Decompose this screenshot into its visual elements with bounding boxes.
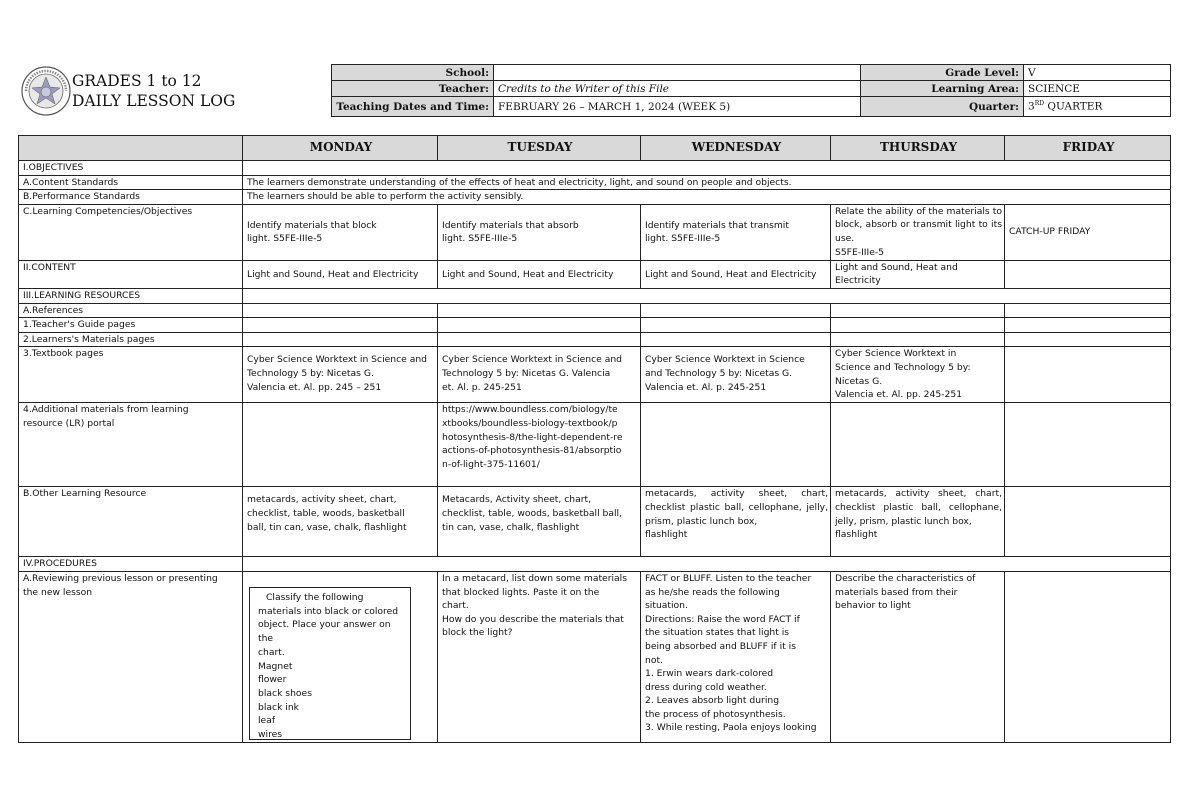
- content-standards-text: The learners demonstrate understanding of the effects of heat and electricity, light, and sound on people and objects.: [243, 175, 1171, 190]
- day-friday: FRIDAY: [1005, 136, 1171, 161]
- references-label: A.References: [19, 303, 243, 318]
- other-resources-monday: metacards, activity sheet, chart, checklist, table, woods, basketball ball, tin can, vase, chalk, flashlight: [243, 487, 438, 557]
- procedures-label: IV.PROCEDURES: [19, 557, 243, 572]
- competencies-tuesday: Identify materials that absorb light. S5FE-IIIe-5: [438, 204, 641, 260]
- content-monday: Light and Sound, Heat and Electricity: [243, 260, 438, 288]
- other-resources-label: B.Other Learning Resource: [19, 487, 243, 557]
- deped-seal-icon: [20, 65, 72, 117]
- reviewing-wednesday: FACT or BLUFF. Listen to the teacher as he/she reads the following situation. Directions: Raise the word FACT if the situation states that light is being absorbed and BLUFF if it is not. 1. Erwin wears dark-colored dress during cold weather. 2. Leaves absorb light during the process of photosynthesis. 3. While resting, Paola enjoys looking: [641, 571, 831, 742]
- teacher-value: Credits to the Writer of this File: [494, 81, 861, 97]
- other-resources-tuesday: Metacards, Activity sheet, chart, checklist, table, woods, basketball ball, tin can, vase, chalk, flashlight: [438, 487, 641, 557]
- teacher-label: Teacher:: [332, 81, 494, 97]
- learning-area-value: SCIENCE: [1024, 81, 1171, 97]
- objectives-label: I.OBJECTIVES: [19, 161, 243, 176]
- monday-activity-box: Classify the following materials into black or colored object. Place your answer on the chart. Magnet flower black shoes black ink leaf wires: [249, 587, 411, 740]
- teaching-dates-value: FEBRUARY 26 – MARCH 1, 2024 (WEEK 5): [494, 97, 861, 117]
- learning-area-label: Learning Area:: [861, 81, 1024, 97]
- quarter-value: 3RD QUARTER: [1024, 97, 1171, 117]
- logo-title-line2: DAILY LESSON LOG: [72, 92, 236, 110]
- learners-materials-label: 2.Learners's Materials pages: [19, 332, 243, 347]
- textbook-tuesday: Cyber Science Worktext in Science and Technology 5 by: Nicetas G. Valencia et. Al. p. 245-251: [438, 347, 641, 403]
- day-tuesday: TUESDAY: [438, 136, 641, 161]
- deped-logo: [20, 63, 330, 123]
- other-resources-thursday: metacards, activity sheet, chart, checklist plastic ball, cellophane, jelly, prism, plastic lunch box, flashlight: [831, 487, 1005, 557]
- textbook-monday: Cyber Science Worktext in Science and Technology 5 by: Nicetas G. Valencia et. Al. pp. 245 – 251: [243, 347, 438, 403]
- day-thursday: THURSDAY: [831, 136, 1005, 161]
- grade-level-value: V: [1024, 65, 1171, 81]
- teachers-guide-label: 1.Teacher's Guide pages: [19, 318, 243, 333]
- competencies-wednesday: Identify materials that transmit light. S5FE-IIIe-5: [641, 204, 831, 260]
- school-label: School:: [332, 65, 494, 81]
- performance-standards-label: B.Performance Standards: [19, 190, 243, 205]
- learning-resources-label: III.LEARNING RESOURCES: [19, 288, 243, 303]
- competencies-friday: CATCH-UP FRIDAY: [1005, 204, 1171, 260]
- additional-materials-label: 4.Additional materials from learning resource (LR) portal: [19, 403, 243, 487]
- day-header-row: [19, 136, 1171, 161]
- logo-title-line1: GRADES 1 to 12: [72, 72, 202, 90]
- performance-standards-text: The learners should be able to perform the activity sensibly.: [243, 190, 1171, 205]
- other-resources-wednesday: metacards, activity sheet, chart, checklist plastic ball, cellophane, jelly, prism, plastic lunch box, flashlight: [641, 487, 831, 557]
- competencies-label: C.Learning Competencies/Objectives: [19, 204, 243, 260]
- textbook-thursday: Cyber Science Worktext in Science and Technology 5 by: Nicetas G. Valencia et. Al. pp. 245-251: [831, 347, 1005, 403]
- textbook-wednesday: Cyber Science Worktext in Science and Technology 5 by: Nicetas G. Valencia et. Al. p. 245-251: [641, 347, 831, 403]
- reviewing-lesson-label: A.Reviewing previous lesson or presenting the new lesson: [19, 571, 243, 742]
- school-value: [494, 65, 861, 81]
- corner-cell: [19, 136, 243, 161]
- reviewing-tuesday: In a metacard, list down some materials that blocked lights. Paste it on the chart. How do you describe the materials that block the light?: [438, 571, 641, 742]
- content-wednesday: Light and Sound, Heat and Electricity: [641, 260, 831, 288]
- reviewing-thursday: Describe the characteristics of materials based from their behavior to light: [831, 571, 1005, 742]
- textbook-pages-label: 3.Textbook pages: [19, 347, 243, 403]
- competencies-thursday: Relate the ability of the materials to block, absorb or transmit light to its use. S5FE-IIIe-5: [831, 204, 1005, 260]
- teaching-dates-label: Teaching Dates and Time:: [332, 97, 494, 117]
- content-thursday: Light and Sound, Heat and Electricity: [831, 260, 1005, 288]
- lesson-log-table: [18, 135, 1171, 743]
- quarter-label: Quarter:: [861, 97, 1024, 117]
- content-standards-label: A.Content Standards: [19, 175, 243, 190]
- header-info-table: [331, 64, 1171, 117]
- grade-level-label: Grade Level:: [861, 65, 1024, 81]
- additional-materials-tuesday-link[interactable]: https://www.boundless.com/biology/te xtbooks/boundless-biology-textbook/p hotosynthesis-8/the-light-dependent-re actions-of-photosynthesis-81/absorptio n-of-light-375-11601/: [438, 403, 641, 487]
- content-tuesday: Light and Sound, Heat and Electricity: [438, 260, 641, 288]
- day-wednesday: WEDNESDAY: [641, 136, 831, 161]
- competencies-monday: Identify materials that block light. S5FE-IIIe-5: [243, 204, 438, 260]
- content-label: II.CONTENT: [19, 260, 243, 288]
- day-monday: MONDAY: [243, 136, 438, 161]
